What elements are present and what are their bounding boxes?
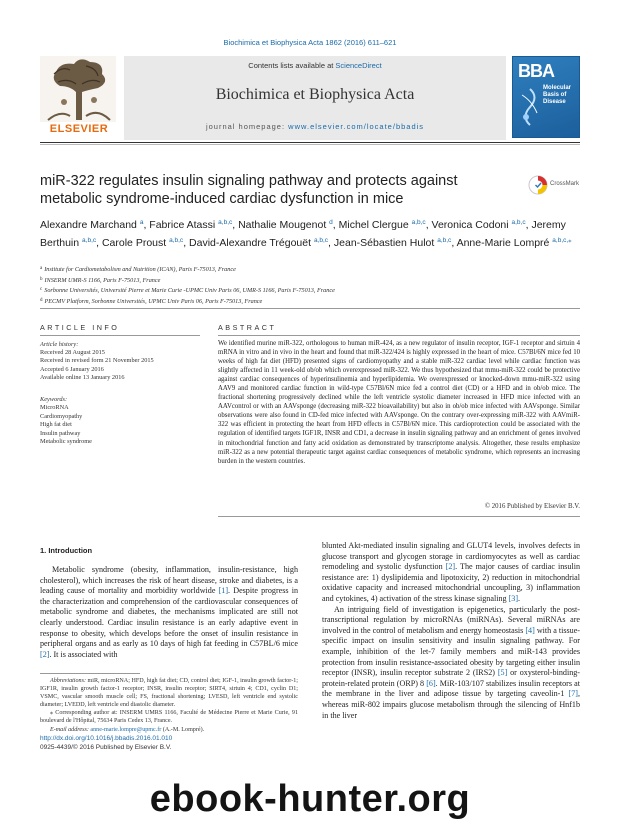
keyword: Metabolic syndrome <box>40 438 92 446</box>
tree-icon <box>40 56 116 122</box>
intro-text: , whereas miR-802 impairs glucose metabolism through the silencing of Hnf1b in the liver <box>322 689 580 720</box>
homepage-line <box>124 122 506 131</box>
crossmark-icon <box>528 175 548 195</box>
sciencedirect-link[interactable]: ScienceDirect <box>335 61 382 70</box>
intro-paragraph <box>322 605 580 722</box>
abstract-rule-bottom <box>218 516 580 517</box>
keyword: MicroRNA <box>40 404 69 412</box>
intro-text: . <box>518 593 521 603</box>
abbrev-label: Abbreviations: <box>50 678 86 684</box>
affiliation-item <box>40 296 580 307</box>
contents-line <box>124 61 506 70</box>
intro-text: An intriguing field of investigation is epigenetics, particularly the post-transcriptional regulation by microRNAs (miRNAs). Several miRNAs are involved in the control of metabolism and energy homeostasis <box>322 604 580 635</box>
citation-link[interactable]: [3] <box>508 593 519 603</box>
journal-name: Biochimica et Biophysica Acta <box>215 86 415 103</box>
affiliation-text: PECMV Platform, Sorbonne Universités, UPMC Univ Paris 06, Paris F-75013, France <box>44 297 263 305</box>
doi-block <box>40 735 172 752</box>
affiliation-item <box>40 275 580 286</box>
header-rule-thin <box>40 144 580 145</box>
abbrev-text: miR, microRNA; HFD, high fat diet; CD, control diet; IGF-1, insulin growth factor-1; IGF1R, insulin growth factor-1 receptor; INSR, insulin receptor; SIRT4, sirtuin 4; CD1, cyclin D1; VSMC, vascular smooth muscle cell; FS, fractional shortening; LVESD, left ventricle end systolic diameter; LVEDD, left ventricle end diastolic diameter. <box>40 678 298 709</box>
citation-link[interactable]: [1] <box>218 586 229 596</box>
article-info-heading: ARTICLE INFO <box>40 323 120 332</box>
affiliation-text: Sorbonne Universités, Université Pierre et Marie Curie -UPMC Univ Paris 06, UMR-S 1166, Paris F-75013, France <box>44 287 335 294</box>
affiliation-list <box>40 264 580 306</box>
corresponding-footnote: ⁎ Corresponding author at: INSERM UMRS 1166, Faculté de Médecine Pierre et Marie Curie, 91 boulevard de l'Hôpital, 75634 Paris Cedex 13, France. <box>40 710 298 725</box>
author-affiliation-marker[interactable]: a <box>139 219 144 226</box>
history-label: Article history: <box>40 341 79 348</box>
email-label: E-mail address: <box>50 726 89 733</box>
keyword: Cardiomyopathy <box>40 412 83 420</box>
article-info-rule <box>40 335 200 336</box>
contents-prefix: Contents lists available at <box>248 61 336 70</box>
author-affiliation-marker[interactable]: a,b,c <box>82 237 97 244</box>
history-item: Accepted 6 January 2016 <box>40 365 104 373</box>
homepage-prefix: journal homepage: <box>205 122 289 131</box>
author-affiliation-marker[interactable]: a,b,c <box>218 219 233 226</box>
history-item: Received 28 August 2015 <box>40 349 105 357</box>
citation-link[interactable]: [5] <box>497 668 508 678</box>
watermark-part: ebook <box>149 778 265 820</box>
author-name[interactable]: Michel Clergue <box>338 219 409 231</box>
intro-text: or oxysterol-binding-protein-related protein (ORP) 8 <box>322 668 580 688</box>
author-affiliation-marker[interactable]: a,b,c <box>313 237 329 244</box>
author-name[interactable]: Alexandre Marchand <box>40 219 137 231</box>
author-list: Alexandre Marchand $^a$, Fabrice Atassi $^{a,b,c}$, Nathalie Mougenot $^d$, Michel Clergue $^{a,b,c}$, Veronica Codoni $^{a,b,c}$, Jeremy Berthuin $^{a,b,c}$, Carole Proust $^{a,b,c}$, David-Alexandre Trégouët $^{a,b,c}$, Jean-Sébastien Hulot $^{a,b,c}$, Anne-Marie Lompré $^{a,b,c,⁎}$ <box>40 219 572 249</box>
author-name[interactable]: Veronica Codoni <box>431 219 509 231</box>
citation-link[interactable]: [6] <box>426 678 436 688</box>
intro-text: . The major causes of cardiac insulin resistance are: 1) dyslipidemia and lipotoxicity, 2) reduction in mitochondrial oxidative capacity and increased mitochondrial uncoupling, 3) inflammation and cytokines, 4) activation of the stress kinase signaling <box>322 562 580 603</box>
email-link[interactable]: anne-marie.lompre@upmc.fr <box>90 726 162 733</box>
intro-text: . MiR-103/107 stabilizes insulin receptors at the membrane in the liver and adipose tissue by targeting caveolin-1 <box>322 678 580 699</box>
journal-citation[interactable]: Biochimica et Biophysica Acta 1862 (2016) 611–621 <box>223 38 397 47</box>
author-name[interactable]: Anne-Marie Lompré <box>456 237 550 249</box>
keyword: Insulin pathway <box>40 429 81 437</box>
email-suffix: (A.-M. Lompré). <box>161 726 205 733</box>
affiliation-key: c <box>40 287 43 292</box>
abbreviations-footnote <box>40 677 298 709</box>
affiliation-key: d <box>40 297 43 303</box>
footnote-rule <box>40 673 140 674</box>
crossmark-badge[interactable] <box>528 175 588 197</box>
history-item: Received in revised form 21 November 2015 <box>40 357 154 365</box>
affiliation-key: b <box>40 276 43 282</box>
author-affiliation-marker[interactable]: d <box>329 219 333 226</box>
intro-text: . Despite progress in the characterization and comprehension of the cardiovascular consequences of metabolic syndrome and diabetes, the mechanisms implicated are still not clearly understood. Cardiac insulin resistance is an early adaptive event in response to obesity, which develops before the onset of insulin resistance in peripheral organs and as early as 10 days of high fat feeding in C57BL/6 mice <box>40 586 298 649</box>
author-name[interactable]: Jeremy Berthuin <box>40 219 566 249</box>
title-line: metabolic syndrome-induced cardiac dysfunction in mice <box>40 191 404 207</box>
intro-paragraph <box>322 541 580 605</box>
author-affiliation-marker[interactable]: a,b,c <box>437 237 452 244</box>
article-title <box>40 172 510 208</box>
author-name[interactable]: David-Alexandre Trégouët <box>189 237 312 249</box>
abstract-text: We identified murine miR-322, orthologous to human miR-424, as a new regulator of insulin receptor, IGF-1 receptor and sirtuin 4 mRNA in vitro and in vivo in the heart and found that miR-322/424 is highly expressed in the heart of mice. C57Bl/6N mice fed 10 weeks of high fat diet (HFD) presented signs of cardiomyopathy and a stable miR-322 cardiac level while cardiac function was slightly affected in 11 week-old ob/ob which overexpressed miR-322. We thus hypothesized that mmu-miR-322 could be protective against cardiac consequences of hyperinsulinemia and hyperlipidemia. We overexpressed or knocked-down mmu-miR-322 using AAV9 and monitored cardiac function in wild-type C57Bl/6N mice fed a control diet (CD) or a HFD and in ob/ob mice. The fractional shortening progressively declined while the left ventricle systolic diameter increased in HFD mice infected with an AAVcontrol or with an AAVsponge (decreasing miR-322 bioavailability) but also in ob/ob mice infected with AAVsponge. Similar observations were also found in CD-fed mice infected with AAVsponge. On the contrary over-expressing miR-322 with AAVmiR-322 was efficient in protecting the heart from HFD effects in C57Bl/6N mice. This cardioprotection could be associated with the regulation of identified targets IGF1R, INSR and CD1, a decrease in insulin signaling pathway and an enrichment of genes involved in mitochondrial function and fatty acid oxidation as demonstrated by transcriptome analysis. Altogether, these results emphasize miR-322 as a new potential therapeutic target against cardiac consequences of metabolic syndrome, which represents an increasing burden in the western countries. <box>218 340 580 465</box>
citation-link[interactable]: [7] <box>568 689 578 699</box>
intro-text: with a tissue-specific impact on insulin sensitivity and insulin signaling pathway. For example, inhibition of the let-7 family members and miR-143 provides protection from insulin resistance-associated obesity by targeting either insulin receptor (INSR), insulin receptor substrate 2 (IRS2) <box>322 625 581 678</box>
history-item: Available online 13 January 2016 <box>40 373 125 381</box>
citation-link[interactable]: [2] <box>40 649 50 659</box>
intro-text: . It is associated with <box>49 649 118 659</box>
author-name[interactable]: Jean-Sébastien Hulot <box>333 237 435 249</box>
affiliation-text: INSERM UMR-S 1166, Paris F-75013, France <box>44 276 161 284</box>
crossmark-label: CrossMark <box>550 181 580 187</box>
intro-text: blunted Akt-mediated insulin signaling and GLUT4 levels, involves defects in glucose transport and glycogen storage in cardiomyocytes as well as cardiac remodeling and systolic dysfunction <box>322 541 580 572</box>
journal-cover[interactable] <box>512 56 580 138</box>
watermark-part: hunter.org <box>277 778 471 820</box>
citation-link[interactable]: [2] <box>445 562 456 572</box>
affiliation-text: Institute for Cardiometabolism and Nutrition (ICAN), Paris F-75013, France <box>44 266 236 273</box>
cover-subtitle-line: Molecular <box>543 85 572 91</box>
abstract-rule <box>218 335 580 336</box>
intro-right-column <box>322 541 580 721</box>
doi-link[interactable]: http://dx.doi.org/10.1016/j.bbadis.2016.01.010 <box>40 735 173 742</box>
article-history <box>40 341 200 382</box>
footnotes <box>40 677 298 734</box>
homepage-link[interactable]: www.elsevier.com/locate/bbadis <box>288 122 425 131</box>
keyword: High fat diet <box>40 421 72 429</box>
keywords <box>40 396 200 446</box>
watermark <box>0 778 620 821</box>
section-rule <box>40 308 580 309</box>
copyright: © 2016 Published by Elsevier B.V. <box>484 503 580 510</box>
cover-subtitle-line: Disease <box>543 99 566 105</box>
author-name[interactable]: Nathalie Mougenot <box>238 219 327 231</box>
author-affiliation-marker[interactable]: a,b,c,⁎ <box>552 237 572 244</box>
abstract-heading: ABSTRACT <box>218 323 277 332</box>
watermark-dash: - <box>264 778 278 820</box>
intro-text: Metabolic syndrome (obesity, inflammation, insulin-resistance, high cholesterol), which increases the risk of heart disease, stroke and diabetes, is a leading cause of mortality and morbidity worldwide <box>40 565 298 596</box>
author-affiliation-marker[interactable]: a,b,c <box>511 219 526 226</box>
author-affiliation-marker[interactable]: a,b,c <box>411 219 426 226</box>
author-affiliation-marker[interactable]: a,b,c <box>169 237 184 244</box>
cover-subtitle-line: Basis of <box>543 92 567 98</box>
issn-line: 0925-4439/© 2016 Published by Elsevier B.V. <box>40 743 172 751</box>
cover-subtitle <box>543 85 571 106</box>
publisher-name: ELSEVIER <box>49 123 109 135</box>
citation-link[interactable]: [4] <box>525 625 535 635</box>
cover-figure-icon <box>517 87 543 127</box>
author-name[interactable]: Fabrice Atassi <box>149 219 216 231</box>
header-rule <box>40 142 580 143</box>
cover-abbrev: BBA <box>518 61 554 81</box>
email-footnote <box>40 726 298 734</box>
affiliation-item <box>40 285 580 296</box>
title-line: miR-322 regulates insulin signaling pathway and protects against <box>40 173 458 189</box>
affiliation-item <box>40 264 580 275</box>
affiliation-key: a <box>40 266 43 271</box>
author-name[interactable]: Carole Proust <box>101 237 167 249</box>
introduction-heading: 1. Introduction <box>40 546 93 555</box>
keywords-label: Keywords: <box>40 396 68 403</box>
intro-left-column <box>40 565 298 660</box>
